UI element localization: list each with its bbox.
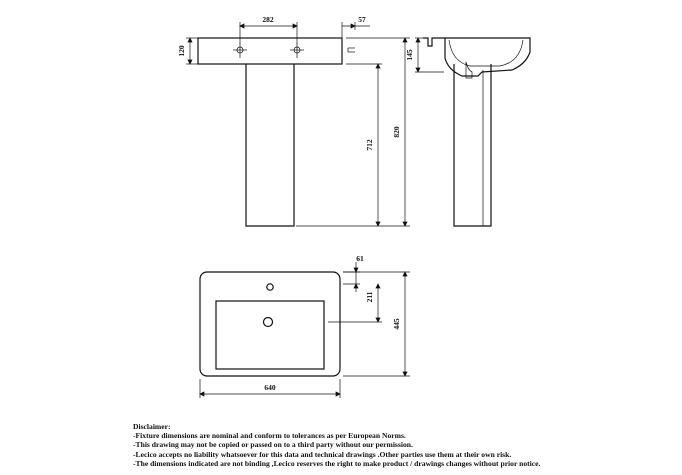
- plan-basin-outline: [200, 272, 340, 376]
- plan-view: [200, 254, 410, 398]
- dim-line-282: [240, 22, 297, 44]
- dim-61-label: 61: [356, 254, 364, 263]
- dim-120-label: 120: [177, 45, 186, 57]
- disclaimer-line: -Lecico accepts no liability whatsoever for this data and technical drawings .Other parties use them at their own risk.: [133, 449, 512, 459]
- dim-145-label: 145: [405, 49, 414, 61]
- dim-445-label: 445: [392, 318, 401, 330]
- dim-line-712: [296, 64, 410, 226]
- dim-282-label: 282: [262, 15, 274, 24]
- dim-line-57: [342, 22, 370, 38]
- front-elevation: [177, 15, 410, 226]
- front-basin-outline: [198, 38, 342, 64]
- disclaimer-heading: Disclaimer:: [133, 422, 171, 431]
- dim-820-label: 820: [392, 126, 401, 138]
- side-bowl-inner: [449, 40, 523, 66]
- side-pedestal-outline: [454, 64, 491, 226]
- dim-line-145: [415, 38, 444, 72]
- tap-marker: [348, 48, 355, 52]
- dim-640-label: 640: [264, 383, 276, 392]
- disclaimer-line: -Fixture dimensions are nominal and conform to tolerances as per European Norms.: [133, 431, 406, 441]
- tap-hole-right: [290, 43, 304, 58]
- dim-712-label: 712: [365, 139, 374, 151]
- disclaimer-block: [133, 422, 673, 468]
- dim-line-120: [186, 38, 198, 64]
- disclaimer-line: -The dimensions indicated are not binding ,Lecico reserves the right to make product / drawings changes without prior notice.: [133, 458, 541, 468]
- tap-hole-left: [233, 43, 247, 58]
- plan-waste-hole: [264, 318, 273, 327]
- dim-211-label: 211: [365, 291, 374, 303]
- dim-57-label: 57: [358, 15, 366, 24]
- dim-line-61: [343, 262, 360, 292]
- disclaimer-line: -This drawing may not be copied or passed on to a third party without our permission.: [133, 440, 413, 450]
- plan-tap-hole: [267, 284, 273, 290]
- plan-bowl-outline: [216, 301, 324, 369]
- side-elevation: [405, 38, 530, 226]
- front-pedestal-outline: [246, 64, 294, 226]
- side-basin-outline: [423, 38, 530, 76]
